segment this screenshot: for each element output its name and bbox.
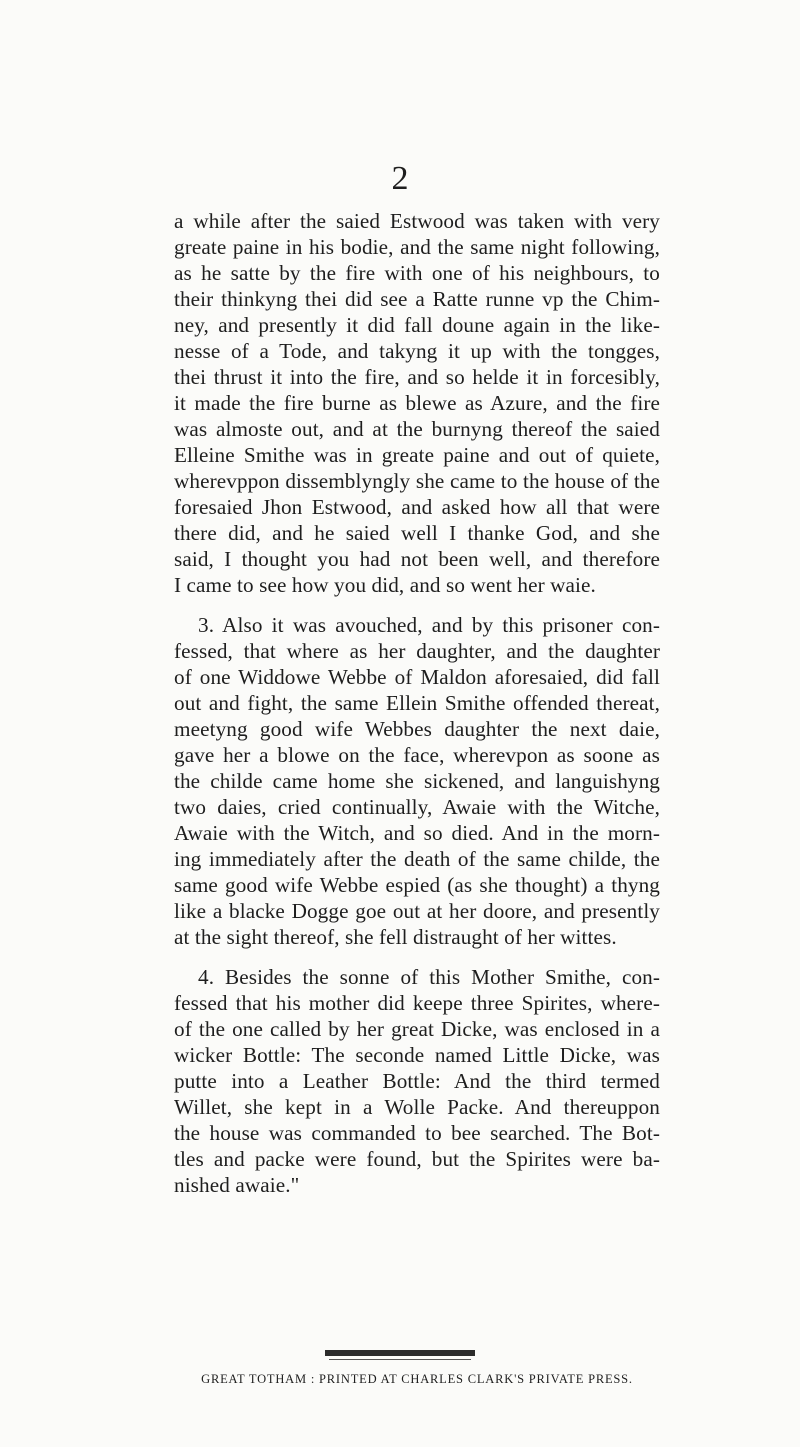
text-line: Awaie with the Witch, and so died. And in the morn- bbox=[174, 821, 660, 845]
text-line: 3. Also it was avouched, and by this prisoner con- bbox=[198, 613, 660, 637]
text-line: nesse of a Tode, and takyng it up with the tongges, bbox=[174, 339, 660, 363]
text-line: putte into a Leather Bottle: And the third termed bbox=[174, 1069, 660, 1093]
paragraph bbox=[174, 964, 660, 1198]
text-line: of the one called by her great Dicke, was enclosed in a bbox=[174, 1017, 660, 1041]
text-line: a while after the saied Estwood was taken with very bbox=[174, 209, 660, 233]
text-line: said, I thought you had not been well, and therefore bbox=[174, 547, 660, 571]
text-line: thei thrust it into the fire, and so helde it in forcesibly, bbox=[174, 365, 660, 389]
text-line: 4. Besides the sonne of this Mother Smithe, con- bbox=[198, 965, 660, 989]
paragraph bbox=[174, 612, 660, 950]
text-line: ing immediately after the death of the same childe, the bbox=[174, 847, 660, 871]
text-line: like a blacke Dogge goe out at her doore, and presently bbox=[174, 899, 660, 923]
text-line: greate paine in his bodie, and the same night following, bbox=[174, 235, 660, 259]
text-line: their thinkyng thei did see a Ratte runne vp the Chim- bbox=[174, 287, 660, 311]
text-line: of one Widdowe Webbe of Maldon aforesaied, did fall bbox=[174, 665, 660, 689]
text-line: ney, and presently it did fall doune again in the like- bbox=[174, 313, 660, 337]
text-line: there did, and he saied well I thanke God, and she bbox=[174, 521, 660, 545]
text-line: wherevppon dissemblyngly she came to the house of the bbox=[174, 469, 660, 493]
paragraph bbox=[174, 208, 660, 598]
text-line: wicker Bottle: The seconde named Little Dicke, was bbox=[174, 1043, 660, 1067]
printer-imprint: GREAT TOTHAM : PRINTED AT CHARLES CLARK'S PRIVATE PRESS. bbox=[201, 1372, 633, 1386]
body-text bbox=[174, 208, 660, 1212]
text-line: out and fight, the same Ellein Smithe offended thereat, bbox=[174, 691, 660, 715]
text-line: two daies, cried continually, Awaie with the Witche, bbox=[174, 795, 660, 819]
text-line: at the sight thereof, she fell distraught of her wittes. bbox=[174, 925, 617, 949]
text-line: meetyng good wife Webbes daughter the next daie, bbox=[174, 717, 660, 741]
text-line: fessed, that where as her daughter, and the daughter bbox=[174, 639, 660, 663]
text-line: tles and packe were found, but the Spirites were ba- bbox=[174, 1147, 660, 1171]
text-line: same good wife Webbe espied (as she thought) a thyng bbox=[174, 873, 660, 897]
text-line: the childe came home she sickened, and languishyng bbox=[174, 769, 660, 793]
text-line: Elleine Smithe was in greate paine and out of quiete, bbox=[174, 443, 660, 467]
text-line: I came to see how you did, and so went her waie. bbox=[174, 573, 596, 597]
text-line: as he satte by the fire with one of his neighbours, to bbox=[174, 261, 660, 285]
ornament-rule bbox=[325, 1350, 475, 1356]
text-line: it made the fire burne as blewe as Azure, and the fire bbox=[174, 391, 660, 415]
text-line: was almoste out, and at the burnyng thereof the saied bbox=[174, 417, 660, 441]
text-line: fessed that his mother did keepe three Spirites, where- bbox=[174, 991, 660, 1015]
text-line: Willet, she kept in a Wolle Packe. And thereuppon bbox=[174, 1095, 660, 1119]
text-line: foresaied Jhon Estwood, and asked how all that were bbox=[174, 495, 660, 519]
page-number: 2 bbox=[391, 160, 409, 197]
text-line: nished awaie." bbox=[174, 1173, 300, 1197]
text-line: gave her a blowe on the face, wherevpon as soone as bbox=[174, 743, 660, 767]
ornament-rule-thin bbox=[329, 1359, 471, 1360]
text-line: the house was commanded to bee searched. The Bot- bbox=[174, 1121, 660, 1145]
